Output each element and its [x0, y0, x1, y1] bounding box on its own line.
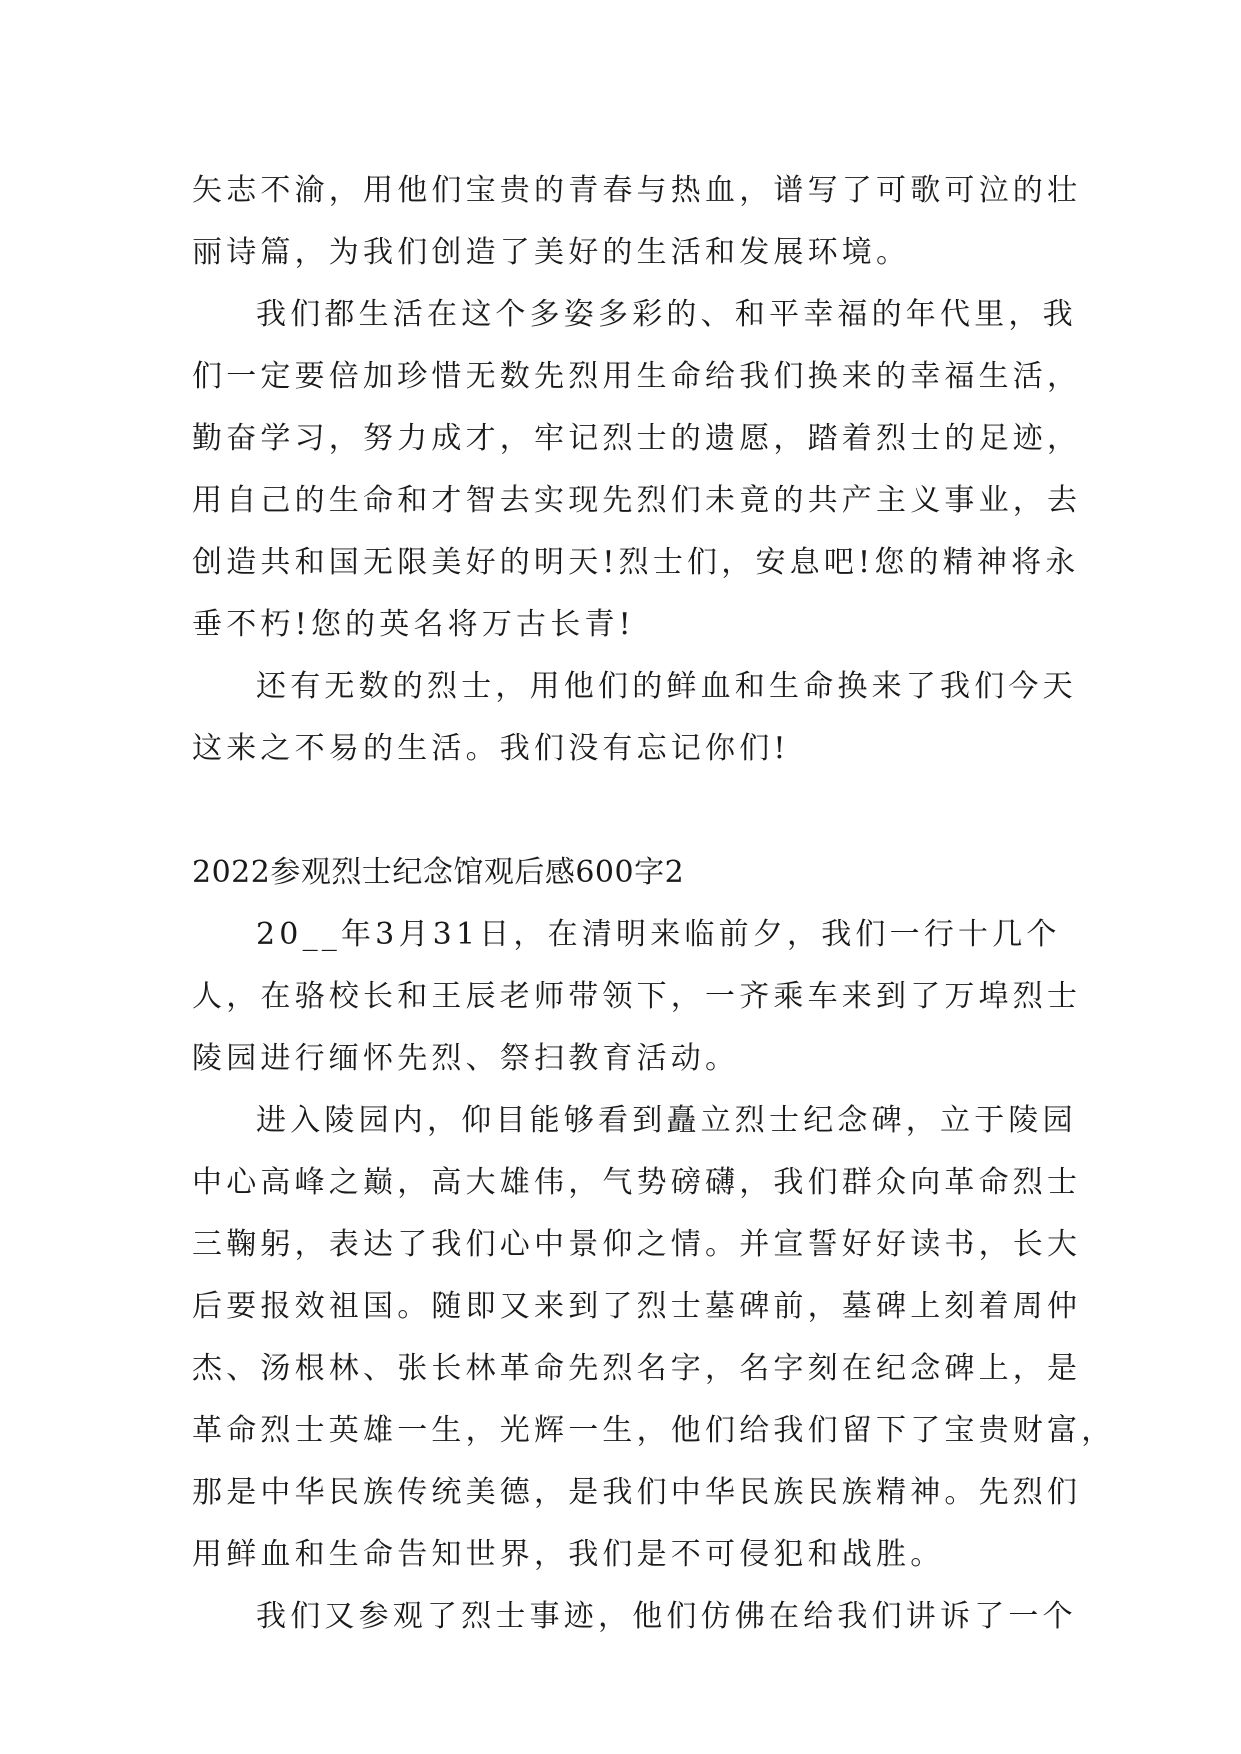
paragraph	[192, 656, 1077, 780]
text-line: 杰、汤根林、张长林革命先烈名字，名字刻在纪念碑上，是	[192, 1351, 1082, 1386]
text-line: 创造共和国无限美好的明天!烈士们，安息吧!您的精神将永	[192, 545, 1080, 580]
paragraph	[192, 160, 1082, 284]
text-line: 这来之不易的生活。我们没有忘记你们!	[192, 731, 790, 766]
text-line: 用鲜血和生命告知世界，我们是不可侵犯和战胜。	[192, 1537, 945, 1572]
paragraph	[192, 284, 1082, 656]
text-line: 人，在骆校长和王辰老师带领下，一齐乘车来到了万埠烈士	[192, 979, 1082, 1014]
text-line: 丽诗篇，为我们创造了美好的生活和发展环境。	[192, 235, 911, 270]
paragraph	[192, 904, 1082, 1090]
text-line: 陵园进行缅怀先烈、祭扫教育活动。	[192, 1041, 740, 1076]
text-line: 中心高峰之巅，高大雄伟，气势磅礴，我们群众向革命烈士	[192, 1165, 1082, 1200]
text-line: 勤奋学习，努力成才，牢记烈士的遗愿，踏着烈士的足迹，	[192, 421, 1082, 456]
text-line: 那是中华民族传统美德，是我们中华民族民族精神。先烈们	[192, 1475, 1082, 1510]
text-line: 用自己的生命和才智去实现先烈们未竟的共产主义事业，去	[192, 483, 1082, 518]
text-line: 20__年3月31日，在清明来临前夕，我们一行十几个	[256, 917, 1061, 952]
text-line: 进入陵园内，仰目能够看到矗立烈士纪念碑，立于陵园	[256, 1103, 1077, 1138]
text-line: 我们都生活在这个多姿多彩的、和平幸福的年代里，我	[256, 297, 1077, 332]
text-line: 革命烈士英雄一生，光辉一生，他们给我们留下了宝贵财富，	[192, 1413, 1116, 1448]
text-line: 们一定要倍加珍惜无数先烈用生命给我们换来的幸福生活，	[192, 359, 1082, 394]
text-line: 垂不朽!您的英名将万古长青!	[192, 607, 635, 642]
paragraph	[192, 1586, 1077, 1648]
paragraph	[192, 1090, 1116, 1586]
document-body	[192, 160, 1116, 1648]
blank-line	[192, 780, 1052, 842]
section-heading: 2022参观烈士纪念馆观后感600字2	[192, 855, 685, 890]
text-line: 后要报效祖国。随即又来到了烈士墓碑前，墓碑上刻着周仲	[192, 1289, 1082, 1324]
text-line: 还有无数的烈士，用他们的鲜血和生命换来了我们今天	[256, 669, 1077, 704]
text-line: 矢志不渝，用他们宝贵的青春与热血，谱写了可歌可泣的壮	[192, 173, 1082, 208]
text-line: 我们又参观了烈士事迹，他们仿佛在给我们讲诉了一个	[256, 1599, 1077, 1634]
text-line: 三鞠躬，表达了我们心中景仰之情。并宣誓好好读书，长大	[192, 1227, 1082, 1262]
